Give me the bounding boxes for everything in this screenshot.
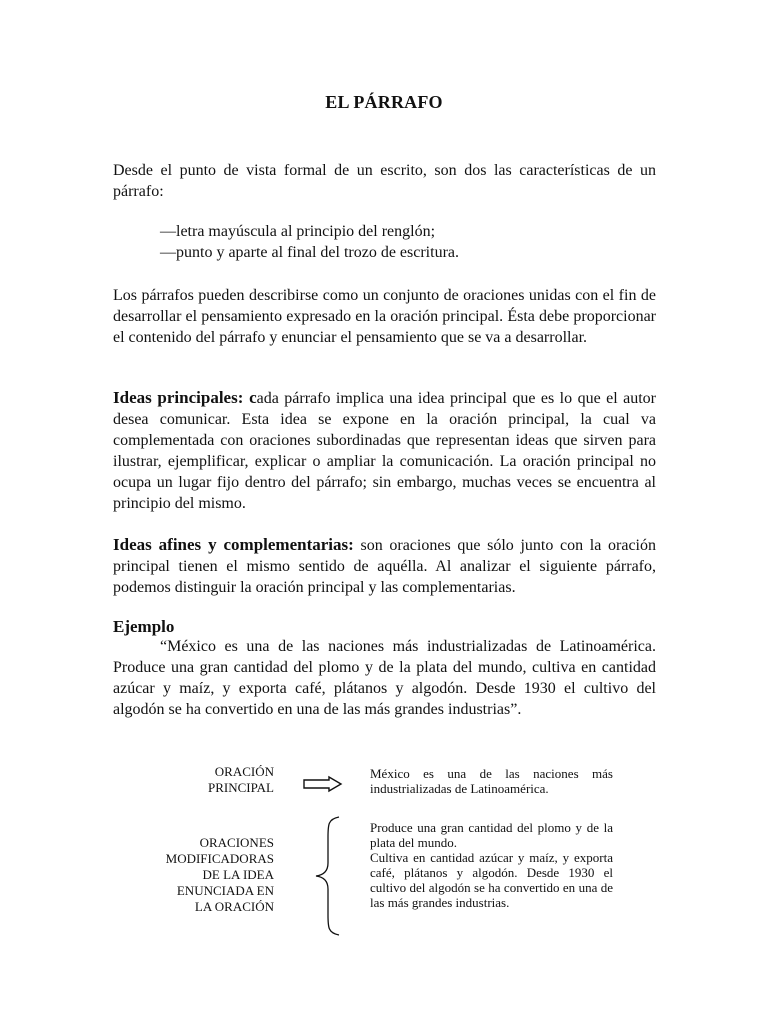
- label-line: LA ORACIÓN: [194, 899, 274, 914]
- main-ideas-text: ada párrafo implica una idea principal que es lo que el autor desea comunicar. Esta idea se expone en la oración principal, la cual va complementada con oraciones subordinadas que representan ideas que sirven para ilustrar, ejemplificar, explicar o ampliar la comunicación. La oración principal no ocupa un lugar fijo dentro del párrafo; sin embargo, muchas veces se encuentra al principio del mismo.: [113, 390, 657, 512]
- complementary-ideas-text: son oraciones que sólo junto con la oración principal tienen el mismo sentido de aquélla. Al analizar el siguiente párrafo, podemos distinguir la oración principal y las complementarias.: [113, 537, 656, 596]
- page-title: EL PÁRRAFO: [325, 92, 443, 112]
- label-line: ENUNCIADA EN: [176, 883, 274, 898]
- complementary-ideas-paragraph: [113, 534, 656, 598]
- label-line: PRINCIPAL: [208, 780, 274, 795]
- characteristics-list: [160, 221, 640, 263]
- label-line: DE LA IDEA: [202, 867, 274, 882]
- modifying-sentences-text: [370, 820, 613, 910]
- principal-sentence-text: México es una de las naciones más industrializadas de Latinoamérica.: [370, 766, 613, 796]
- list-item: —punto y aparte al final del trozo de escritura.: [160, 244, 459, 261]
- label-line: ORACIÓN: [214, 764, 274, 779]
- label-line: MODIFICADORAS: [165, 851, 274, 866]
- main-ideas-heading: Ideas principales: c: [113, 388, 257, 407]
- right-arrow-icon: [303, 776, 343, 792]
- example-paragraph: “México es una de las naciones más industrializadas de Latinoamérica. Produce una gran cantidad del plomo y de la plata del mundo, cultiva en cantidad azúcar y maíz, y exporta café, plátanos y algodón. Desde 1930 el cultivo del algodón se ha convertido en una de las más grandes industrias”.: [113, 638, 656, 718]
- complementary-ideas-heading: Ideas afines y complementarias:: [113, 535, 354, 554]
- curly-brace-icon: [312, 815, 342, 937]
- modifying-sentence: Produce una gran cantidad del plomo y de la plata del mundo.: [370, 820, 613, 850]
- example-heading: Ejemplo: [113, 617, 175, 636]
- modifying-sentences-label: [140, 835, 274, 915]
- principal-sentence-label: [170, 764, 274, 796]
- definition-paragraph: Los párrafos pueden describirse como un conjunto de oraciones unidas con el fin de desarrollar el pensamiento expresado en la oración principal. Ésta debe proporcionar el contenido del párrafo y enunciar el pensamiento que se va a desarrollar.: [113, 287, 656, 346]
- intro-paragraph: Desde el punto de vista formal de un escrito, son dos las características de un párrafo:: [113, 162, 656, 200]
- list-item: —letra mayúscula al principio del renglón;: [160, 223, 436, 240]
- label-line: ORACIONES: [199, 835, 274, 850]
- main-ideas-paragraph: [113, 387, 656, 514]
- modifying-sentence: Cultiva en cantidad azúcar y maíz, y exporta café, plátanos y algodón. Desde 1930 el cultivo del algodón se ha convertido en una de las más grandes industrias.: [370, 850, 613, 910]
